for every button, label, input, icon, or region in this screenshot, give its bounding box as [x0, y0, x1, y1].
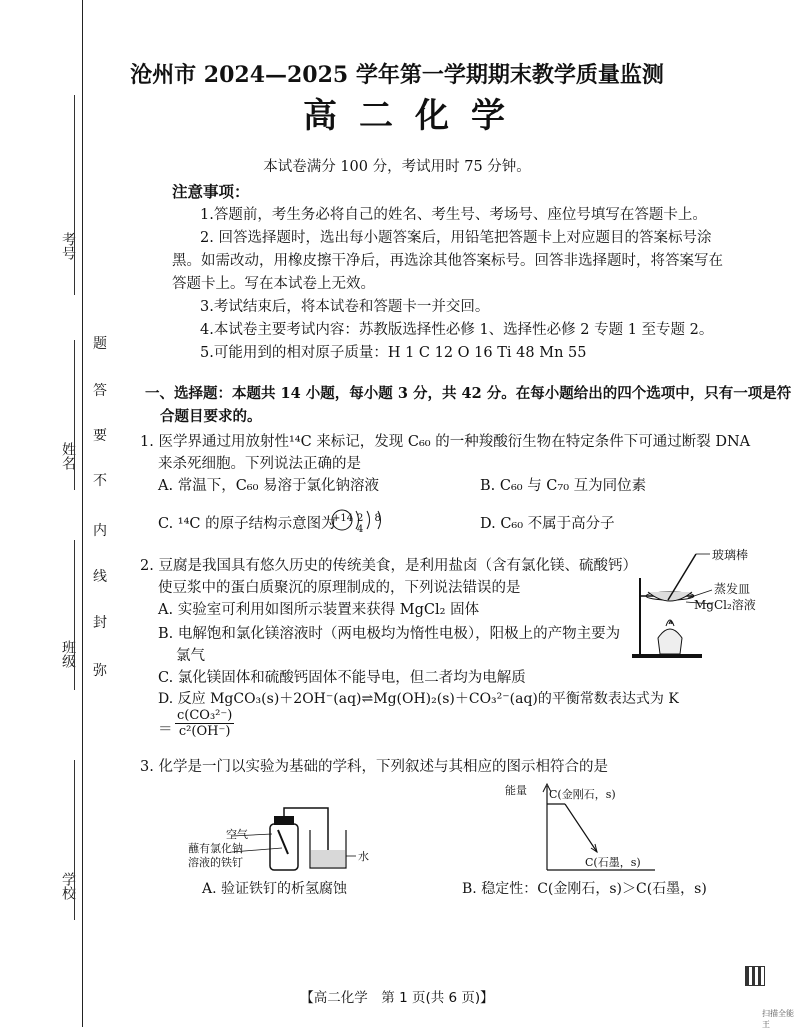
notes-item: 3.考试结束后，将本试卷和答题卡一并交回。	[200, 299, 490, 315]
notes-heading: 注意事项：	[172, 182, 250, 201]
q2-option-a[interactable]: A. 实验室可利用如图所示装置来获得 MgCl₂ 固体	[158, 602, 480, 618]
electron-shells: 2 8 4	[357, 513, 385, 535]
seal-char: 答	[93, 383, 107, 399]
q2-stem: 2. 豆腐是我国具有悠久历史的传统美食，是利用盐卤（含有氯化镁、硫酸钙）	[140, 558, 637, 574]
label-glass-rod: 玻璃棒	[712, 548, 749, 562]
notes-item: 黑。如需改动，用橡皮擦干净后，再选涂其他答案标号。回答非选择题时，将答案写在	[172, 253, 723, 269]
q2-option-b-cont: 氯气	[176, 648, 205, 664]
scanner-watermark: 扫描全能王	[762, 1009, 794, 1029]
exam-title: 沧州市 2024—2025 学年第一学期期末教学质量监测	[130, 62, 664, 88]
school-blank[interactable]	[74, 760, 75, 920]
q2-option-d[interactable]: D. 反应 MgCO₃(s)＋2OH⁻(aq)⇌Mg(OH)₂(s)＋CO₃²⁻(aq)的平衡常数表达式为 K	[158, 691, 679, 707]
seal-char: 弥	[93, 663, 107, 679]
notes-item: 2. 回答选择题时，选出每小题答案后，用铅笔把答题卡上对应题目的答案标号涂	[200, 230, 712, 246]
notes-item: 1.答题前，考生务必将自己的姓名、考生号、考场号、座位号填写在答题卡上。	[200, 207, 707, 223]
label-evaporating-dish: 蒸发皿	[714, 582, 751, 596]
label-mgcl2-solution: MgCl₂溶液	[694, 598, 756, 612]
q1-option-b[interactable]: B. C₆₀ 与 C₇₀ 互为同位素	[480, 478, 647, 494]
notes-item: 答题卡上。写在本试卷上无效。	[172, 276, 375, 292]
diamond-level-label: C(金刚石，s)	[549, 788, 616, 801]
exam-info: 本试卷满分 100 分，考试用时 75 分钟。	[263, 159, 531, 175]
q1-option-d[interactable]: D. C₆₀ 不属于高分子	[480, 516, 615, 532]
graphite-level-label: C(石墨，s)	[585, 856, 641, 869]
section-heading: 一、选择题：本题共 14 小题，每小题 3 分，共 42 分。在每小题给出的四个选项中，只有一项是符	[145, 385, 792, 402]
seal-char: 题	[93, 336, 107, 352]
nucleus-charge: +14	[332, 513, 354, 524]
seal-char: 线	[93, 569, 107, 585]
atom-structure-diagram	[330, 507, 390, 533]
class-label: 班级	[60, 640, 76, 668]
q2-stem-cont: 使豆浆中的蛋白质聚沉的原理制成的，下列说法错误的是	[158, 580, 521, 596]
energy-diagram-figure	[505, 782, 665, 874]
q1-option-c[interactable]: C. ¹⁴C 的原子结构示意图为	[158, 516, 336, 532]
q2-option-b[interactable]: B. 电解饱和氯化镁溶液时（两电极均为惰性电极），阳极上的产物主要为	[158, 626, 621, 642]
q3-option-a[interactable]: A. 验证铁钉的析氢腐蚀	[202, 881, 348, 897]
seal-char: 要	[93, 428, 107, 444]
qr-code-icon	[745, 966, 765, 986]
rusting-experiment-figure	[188, 804, 378, 874]
label-nail-1: 蘸有氯化钠	[188, 842, 243, 855]
school-label: 学校	[60, 872, 76, 900]
label-air: 空气	[226, 828, 248, 841]
name-blank[interactable]	[74, 340, 75, 490]
label-nail-2: 溶液的铁钉	[188, 856, 243, 869]
fraction-denominator: c²(OH⁻)	[178, 724, 231, 739]
seal-char: 内	[93, 523, 107, 539]
page-footer: 【高二化学 第 1 页(共 6 页)】	[300, 990, 494, 1006]
q1-option-a[interactable]: A. 常温下，C₆₀ 易溶于氯化钠溶液	[158, 478, 380, 494]
seal-char: 封	[93, 615, 107, 631]
q1-stem-cont: 来杀死细胞。下列说法正确的是	[158, 456, 361, 472]
notes-item: 5.可能用到的相对原子质量：H 1 C 12 O 16 Ti 48 Mn 55	[200, 345, 587, 361]
section-heading-cont: 合题目要求的。	[160, 408, 262, 425]
evaporation-apparatus-figure	[632, 548, 792, 660]
exam-no-label: 考号	[60, 232, 76, 260]
label-water: 水	[358, 850, 369, 863]
seal-char: 不	[93, 473, 107, 489]
q3-stem: 3. 化学是一门以实验为基础的学科，下列叙述与其相应的图示相符合的是	[140, 759, 608, 775]
q3-option-b[interactable]: B. 稳定性：C(金刚石，s)＞C(石墨，s)	[462, 881, 707, 897]
energy-axis-label: 能量	[505, 784, 527, 797]
class-blank[interactable]	[74, 540, 75, 690]
q2-equals: ＝	[158, 722, 173, 738]
notes-item: 4.本试卷主要考试内容：苏教版选择性必修 1、选择性必修 2 专题 1 至专题 2。	[200, 322, 714, 338]
q1-stem: 1. 医学界通过用放射性¹⁴C 来标记，发现 C₆₀ 的一种羧酸衍生物在特定条件下可通过断裂 DNA	[140, 434, 751, 450]
fraction-numerator: c(CO₃²⁻)	[177, 708, 233, 723]
name-label: 姓名	[60, 442, 76, 470]
equilibrium-fraction	[175, 708, 234, 739]
subject-title: 高二化学	[303, 96, 527, 136]
q2-option-c[interactable]: C. 氯化镁固体和硫酸钙固体不能导电，但二者均为电解质	[158, 670, 526, 686]
